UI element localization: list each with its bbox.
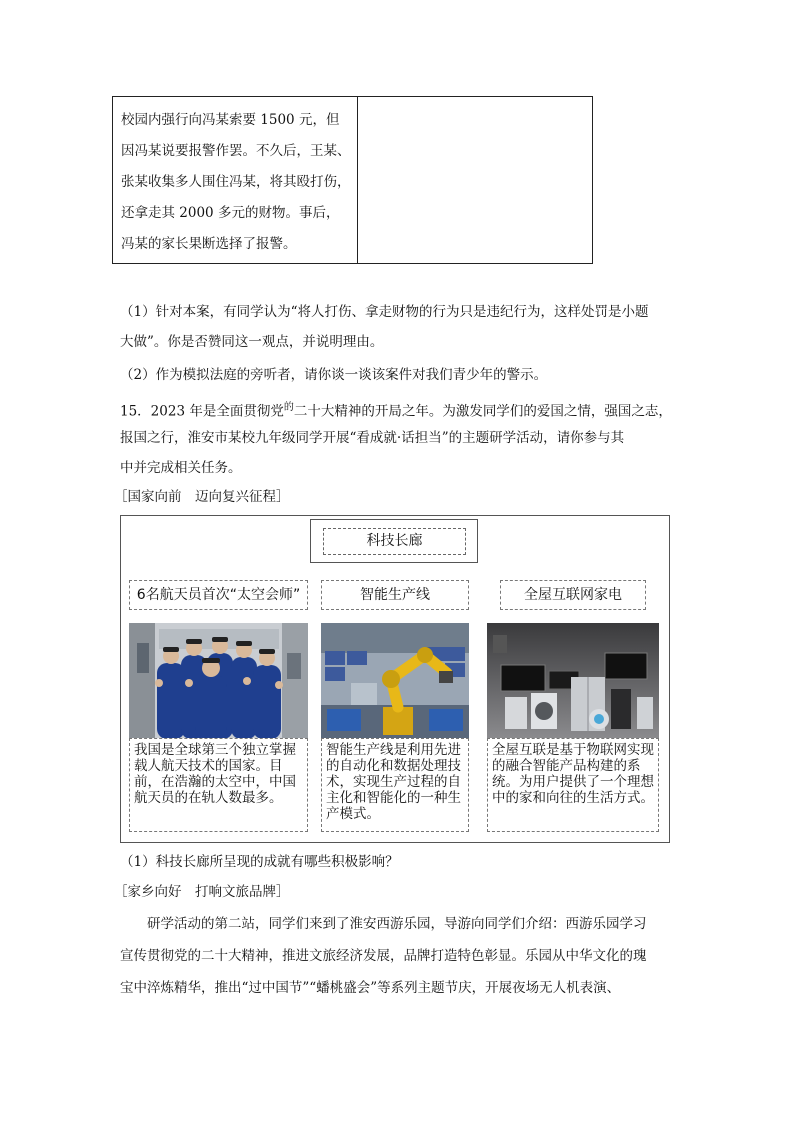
case-line: 张某收集多人围住冯某，将其殴打伤， <box>121 174 351 190</box>
section-title-hometown: ［家乡向好 打响文旅品牌］ <box>114 884 290 900</box>
question-1-line-1: （1）针对本案，有同学认为“将人打伤、拿走财物的行为只是违纪行为，这样处罚是小题 <box>120 304 649 320</box>
question-15-line-3: 中并完成相关任务。 <box>120 460 242 476</box>
case-description-cell <box>113 97 358 263</box>
appliances-photo <box>487 623 659 739</box>
robot-arm-illustration <box>321 623 469 739</box>
question-15-line-2: 报国之行，淮安市某校九年级同学开展“看成就·话担当”的主题研学活动，请你参与其 <box>120 430 625 446</box>
panel-text-production-line: 智能生产线是利用先进的自动化和数据处理技术，实现生产过程的自主化和智能化的一种生产模式。 <box>321 738 469 832</box>
q15-sup: 的 <box>283 402 294 413</box>
case-line: 校园内强行向冯某索要 1500 元，但 <box>121 112 340 128</box>
case-line: 冯某的家长果断选择了报警。 <box>121 236 297 252</box>
case-table <box>112 96 593 264</box>
question-15-line-1 <box>120 398 672 422</box>
question-1-line-2: 大做”。你是否赞同这一观点，并说明理由。 <box>120 334 384 350</box>
question-2: （2）作为模拟法庭的旁听者，请你谈一谈该案件对我们青少年的警示。 <box>120 367 548 383</box>
figure-title-box <box>310 519 478 563</box>
panel-text-astronauts: 我国是全球第三个独立掌握载人航天技术的国家。目前，在浩瀚的太空中，中国航天员的在轨人数最多。 <box>129 738 308 832</box>
appliances-illustration <box>487 623 659 739</box>
paragraph-line-2: 宣传贯彻党的二十大精神，推进文旅经济发展，品牌打造特色彰显。乐园从中华文化的瑰 <box>120 948 647 964</box>
case-line: 还拿走其 2000 多元的财物。事后， <box>121 205 340 221</box>
figure-title: 科技长廊 <box>323 528 466 555</box>
astronauts-photo <box>129 623 308 739</box>
q15-text-a: 15．2023 年是全面贯彻党 <box>120 403 284 420</box>
panel-text-appliances: 全屋互联是基于物联网实现的融合智能产品构建的系统。为用户提供了一个理想中的家和向往的生活方式。 <box>487 738 659 832</box>
case-line: 因冯某说要报警作罢。不久后，王某、 <box>121 143 351 159</box>
panel-label-astronauts: 6名航天员首次“太空会师” <box>129 580 308 610</box>
empty-answer-cell <box>358 97 592 263</box>
figure-question-1: （1）科技长廊所呈现的成就有哪些积极影响？ <box>120 854 399 870</box>
tech-corridor-figure <box>120 515 670 843</box>
panel-label-production-line: 智能生产线 <box>321 580 469 610</box>
astronauts-illustration <box>129 623 308 739</box>
section-title-national: ［国家向前 迈向复兴征程］ <box>114 489 290 505</box>
panel-label-appliances: 全屋互联网家电 <box>500 580 646 610</box>
robot-arm-photo <box>321 623 469 739</box>
q15-text-b: 二十大精神的开局之年。为激发同学们的爱国之情，强国之志， <box>293 403 672 420</box>
paragraph-line-1: 研学活动的第二站，同学们来到了淮安西游乐园，导游向同学们介绍：西游乐园学习 <box>147 916 647 932</box>
paragraph-line-3: 宝中淬炼精华，推出“过中国节”“蟠桃盛会”等系列主题节庆，开展夜场无人机表演、 <box>120 980 621 996</box>
